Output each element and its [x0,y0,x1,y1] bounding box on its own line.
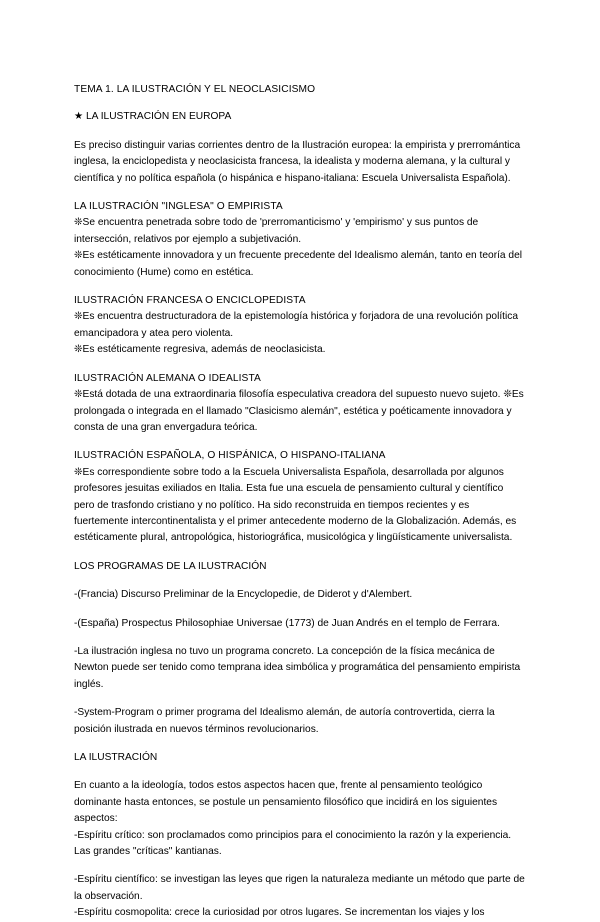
paragraph-inglesa-1: ❊Se encuentra penetrada sobre todo de 'prerromanticismo' y 'empirismo' y sus puntos de intersección, relativos por ejemplo a subjetivación. [74,217,479,245]
heading-ilustracion-espanola: ILUSTRACIÓN ESPAÑOLA, O HISPÁNICA, O HISPANO-ITALIANA [74,450,386,462]
programa-item-alemana: -System-Program o primer programa del Idealismo alemán, de autoría controvertida, cierra la posición ilustrada en nuevos términos revolucionarios. [74,707,495,735]
heading-la-ilustracion: LA ILUSTRACIÓN [74,752,158,763]
ilustracion-item-espiritu-critico: -Espíritu crítico: son proclamados como principios para el conocimiento la razón y la experiencia. Las grandes "críticas" kantianas. [74,829,512,858]
paragraph-espanola-1: ❊Es correspondiente sobre todo a la Escuela Universalista Española, desarrollada por algunos profesores jesuitas exiliados en Italia. Esta fue una escuela de pensamiento cultural y científico pero de trasfondo cristiano y no político. Ha sido reconstruida en tiempos recientes y es fuertemente intercontinentalista y el primer antecedente moderno de la Globalización. Además, es estéticamente plural, antropológica, historiográfica, musicológica y lingüísticamente universalista. [74,466,517,544]
ilustracion-paragraph-1: En cuanto a la ideología, todos estos aspectos hacen que, frente al pensamiento teológico dominante hasta entonces, se postule un pensamiento filosófico que incidirá en los siguientes aspectos: [74,780,498,825]
paragraph-inglesa-2: ❊Es estéticamente innovadora y un frecuente precedente del Idealismo alemán, tanto en teoría del conocimiento (Hume) como en estética. [74,250,523,278]
heading-ilustracion-francesa: ILUSTRACIÓN FRANCESA O ENCICLOPEDISTA [74,295,306,307]
ilustracion-item-espiritu-cientifico: -Espíritu científico: se investigan las leyes que rigen la naturaleza mediante un método que parte de la observación. [74,874,525,902]
paragraph-alemana-1: ❊Está dotada de una extraordinaria filosofía especulativa creadora del supuesto nuevo sujeto. ❊Es prolongada o integrada en el llamado "Clasicismo alemán", estética y poéticamente innovadora y consta de una gran envergadura teórica. [74,389,524,433]
programa-item-francia: -(Francia) Discurso Preliminar de la Encyclopedie, de Diderot y d'Alembert. [74,589,413,601]
paragraph-francesa-1: ❊Es encuentra destructuradora de la epistemología histórica y forjadora de una revolución política emancipadora y atea pero violenta. [74,311,519,339]
intro-paragraph: Es preciso distinguir varias corrientes dentro de la Ilustración europea: la empirista y prerromántica inglesa, la enciclopedista y neoclasicista francesa, la idealista y moderna alemana, y la cultural y científica y no política española (o hispánica e hispano-italiana: Escuela Universalista Española). [74,139,521,184]
heading-programas: LOS PROGRAMAS DE LA ILUSTRACIÓN [74,560,267,572]
ilustracion-item-espiritu-cosmopolita: -Espíritu cosmopolita: crece la curiosidad por otros lugares. Se incrementan los viajes y los [74,907,485,919]
document-body [74,82,526,922]
page-title: TEMA 1. LA ILUSTRACIÓN Y EL NEOCLASICISMO [74,84,316,95]
heading-ilustracion-alemana: ILUSTRACIÓN ALEMANA O IDEALISTA [74,372,261,384]
paragraph-francesa-2: ❊Es estéticamente regresiva, además de neoclasicista. [74,344,326,356]
programa-item-inglesa: -La ilustración inglesa no tuvo un programa concreto. La concepción de la física mecánica de Newton puede ser tenido como temprana idea simbólica y programática del pensamiento empirista inglés. [74,645,521,690]
programa-item-espana: -(España) Prospectus Philosophiae Universae (1773) de Juan Andrés en el templo de Ferrara. [74,617,500,629]
section-subtitle: ★ LA ILUSTRACIÓN EN EUROPA [74,111,232,123]
heading-ilustracion-inglesa: LA ILUSTRACIÓN "INGLESA" O EMPIRISTA [74,201,283,213]
